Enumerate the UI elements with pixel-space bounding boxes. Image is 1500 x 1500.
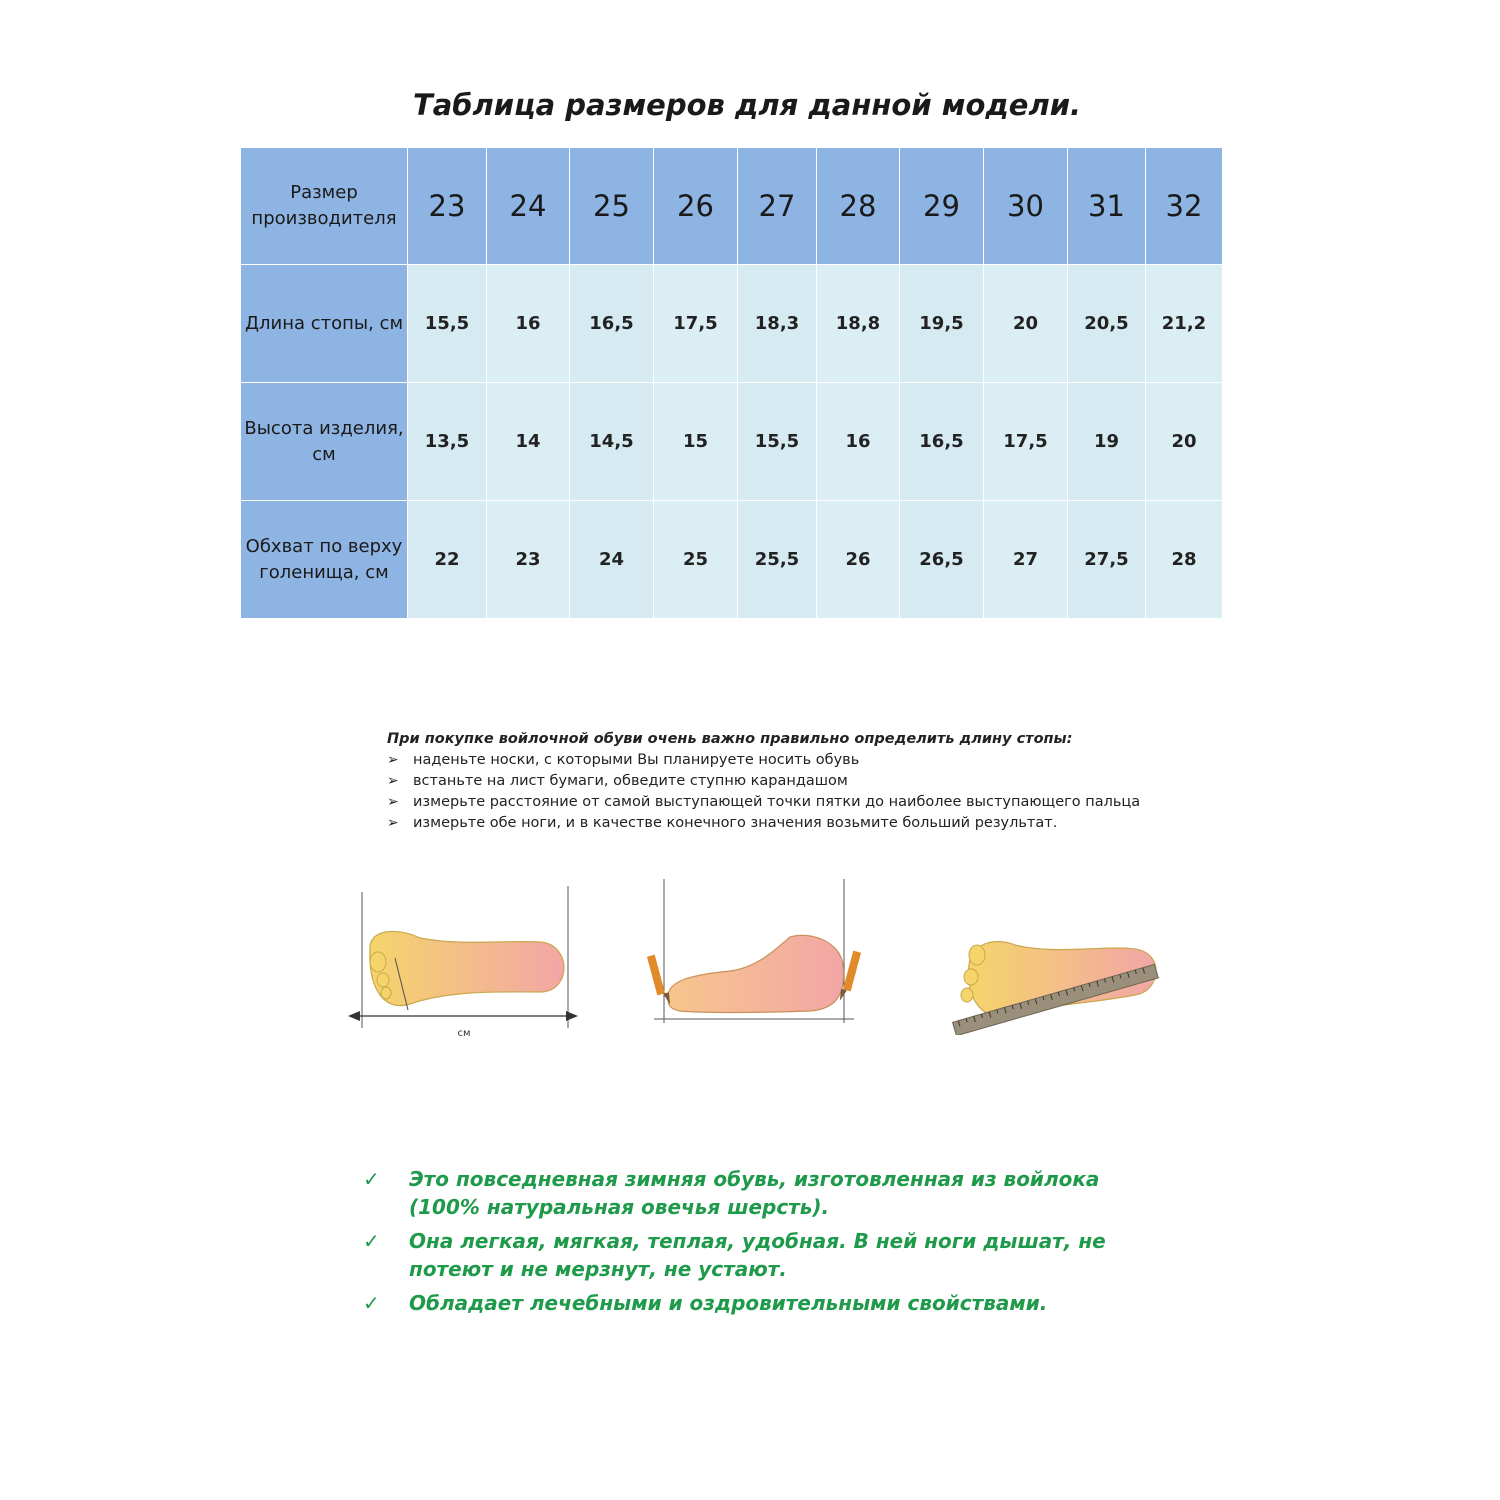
feature-text: Это повседневная зимняя обувь, изготовленная из войлока (100% натуральная овечья шерсть). xyxy=(409,1167,1100,1219)
size-cell: 25 xyxy=(570,148,654,265)
value-cell: 15,5 xyxy=(408,265,487,383)
value-cell: 18,3 xyxy=(738,265,817,383)
table-row-item-height xyxy=(241,383,1223,501)
list-item xyxy=(363,1289,1163,1317)
row-label: Обхват по верху голенища, см xyxy=(241,501,408,619)
row-label: Длина стопы, см xyxy=(241,265,408,383)
feature-text: Обладает лечебными и оздровительными свойствами. xyxy=(409,1291,1048,1315)
value-cell: 23 xyxy=(487,501,570,619)
list-item-text: измерьте расстояние от самой выступающей точки пятки до наиболее выступающего пальца xyxy=(413,794,1141,810)
value-cell: 19 xyxy=(1068,383,1146,501)
list-item xyxy=(363,1227,1163,1283)
size-cell: 28 xyxy=(817,148,900,265)
size-cell: 27 xyxy=(738,148,817,265)
measurement-illustrations xyxy=(0,870,1500,1040)
value-cell: 28 xyxy=(1146,501,1223,619)
size-cell: 32 xyxy=(1146,148,1223,265)
value-cell: 20 xyxy=(984,265,1068,383)
size-cell: 23 xyxy=(408,148,487,265)
size-cell: 24 xyxy=(487,148,570,265)
table-row-foot-length xyxy=(241,265,1223,383)
value-cell: 25 xyxy=(654,501,738,619)
value-cell: 27 xyxy=(984,501,1068,619)
arrow-bullet-icon: ➢ xyxy=(387,773,399,789)
unit-label: см xyxy=(457,1028,471,1039)
value-cell: 20,5 xyxy=(1068,265,1146,383)
list-item xyxy=(387,750,1167,771)
value-cell: 13,5 xyxy=(408,383,487,501)
list-item xyxy=(387,813,1167,834)
checkmark-icon: ✓ xyxy=(363,1167,380,1191)
feature-list xyxy=(363,1165,1163,1323)
table-row-shaft-girth xyxy=(241,501,1223,619)
value-cell: 26,5 xyxy=(900,501,984,619)
size-cell: 29 xyxy=(900,148,984,265)
instructions-lead: При покупке войлочной обуви очень важно правильно определить длину стопы: xyxy=(387,731,1073,747)
instructions-list xyxy=(387,750,1167,834)
value-cell: 24 xyxy=(570,501,654,619)
value-cell: 16 xyxy=(817,383,900,501)
list-item-text: измерьте обе ноги, и в качестве конечного значения возьмите больший результат. xyxy=(413,815,1058,831)
value-cell: 16 xyxy=(487,265,570,383)
value-cell: 14 xyxy=(487,383,570,501)
foot-sole-length-icon xyxy=(340,880,585,1040)
list-item xyxy=(387,792,1167,813)
measure-instructions xyxy=(387,729,1167,834)
value-cell: 17,5 xyxy=(984,383,1068,501)
header-label: Размер производителя xyxy=(241,148,408,265)
row-label: Высота изделия, см xyxy=(241,383,408,501)
value-cell: 15 xyxy=(654,383,738,501)
value-cell: 14,5 xyxy=(570,383,654,501)
size-table xyxy=(240,147,1223,619)
foot-ruler-icon xyxy=(945,925,1165,1035)
size-cell: 26 xyxy=(654,148,738,265)
foot-side-pencil-icon xyxy=(640,875,870,1035)
value-cell: 18,8 xyxy=(817,265,900,383)
value-cell: 26 xyxy=(817,501,900,619)
value-cell: 19,5 xyxy=(900,265,984,383)
arrow-bullet-icon: ➢ xyxy=(387,815,399,831)
arrow-bullet-icon: ➢ xyxy=(387,752,399,768)
feature-text: Она легкая, мягкая, теплая, удобная. В ней ноги дышат, не потеют и не мерзнут, не устают. xyxy=(409,1229,1106,1281)
value-cell: 16,5 xyxy=(570,265,654,383)
arrow-bullet-icon: ➢ xyxy=(387,794,399,810)
list-item xyxy=(387,771,1167,792)
checkmark-icon: ✓ xyxy=(363,1229,380,1253)
value-cell: 27,5 xyxy=(1068,501,1146,619)
size-cell: 31 xyxy=(1068,148,1146,265)
value-cell: 20 xyxy=(1146,383,1223,501)
value-cell: 22 xyxy=(408,501,487,619)
value-cell: 25,5 xyxy=(738,501,817,619)
size-cell: 30 xyxy=(984,148,1068,265)
list-item xyxy=(363,1165,1163,1221)
list-item-text: наденьте носки, с которыми Вы планируете носить обувь xyxy=(413,752,860,768)
value-cell: 15,5 xyxy=(738,383,817,501)
list-item-text: встаньте на лист бумаги, обведите ступню карандашом xyxy=(413,773,848,789)
size-header-row xyxy=(241,148,1223,265)
page-title: Таблица размеров для данной модели. xyxy=(412,88,1082,122)
value-cell: 21,2 xyxy=(1146,265,1223,383)
value-cell: 17,5 xyxy=(654,265,738,383)
checkmark-icon: ✓ xyxy=(363,1291,380,1315)
value-cell: 16,5 xyxy=(900,383,984,501)
